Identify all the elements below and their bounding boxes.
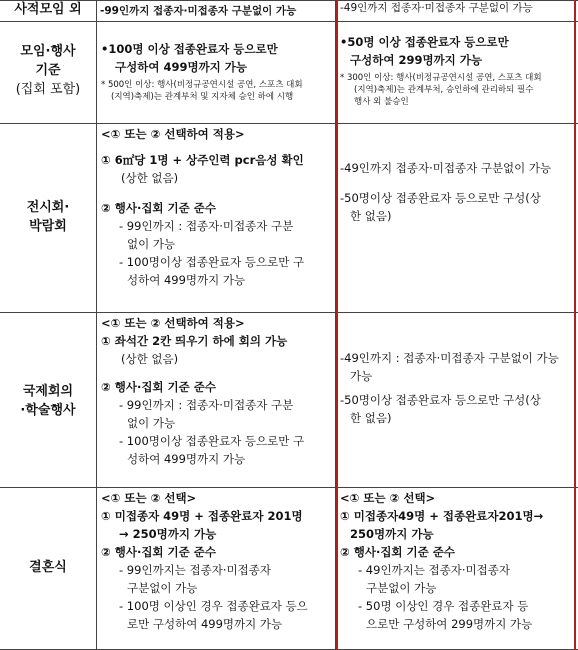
row-label-conference: 국제회의 ·학술행사 [20, 384, 76, 418]
gathering-col1: •100명 이상 접종완료자 등으로만 구성하여 499명까지 가능 * 500인 이상: 행사(비정규공연시설 공연, 스포츠 대회 (지역)축제)는 관계부처 및 지자체 승인 하에 시행 [101, 42, 303, 102]
wedding-col2: <① 또는 ② 선택> ① 미접종자49명 + 접종완료자201명→ 250명까지 가능 ② 행사·집회 기준 준수 - 49인까지는 접종자·미접종자 구분없이 가능 - 50명 이상인 경우 접종완료자 등 으로만 구성하여 299명까지 가능 [340, 491, 544, 631]
row-label-wedding: 결혼식 [29, 560, 67, 575]
grid-line [0, 487, 578, 488]
header-label: 사적모임 외 [14, 2, 82, 17]
conference-col1: <① 또는 ② 선택하여 적용> ① 좌석간 2칸 띄우기 하에 회의 가능 (상한 없음) ② 행사·집회 기준 준수 - 99인까지 : 접종자·미접종자 구분 없이 가능 - 100명이상 접종완료자 등으로만 구 성하여 499명까지 가능 [101, 316, 305, 466]
exhibition-col2: -49인까지 접종자·미접종자 구분없이 가능 -50명이상 접종완료자 등으로만 구성(상 한 없음) [340, 161, 552, 223]
grid-line [0, 123, 578, 124]
header-col1-cell [100, 1, 334, 21]
row-label-exhibition: 전시회· 박람회 [26, 200, 70, 234]
grid-line [96, 0, 97, 650]
header-col2-text: -49인까지 접종자·미접종자 구분없이 가능 [340, 2, 533, 14]
header-label-cell [0, 0, 96, 22]
grid-line [0, 312, 578, 313]
highlight-border-left [336, 0, 338, 650]
conference-col2: -49인까지 : 접종자·미접종자 구분없이 가능 가능 -50명이상 접종완료자 등으로만 구성(상 한 없음) [340, 351, 559, 425]
header-col1-text: -99인까지 접종자·미접종자 구분없이 가능 [100, 5, 297, 17]
wedding-col1: <① 또는 ② 선택> ① 미접종자 49명 + 접종완료자 201명 → 250명까지 가능 ② 행사·집회 기준 준수 - 99인까지는 접종자·미접종자 구분없이 가능 - 100명 이상인 경우 접종완료자 등으 로만 구성하여 499명까지 가능 [101, 491, 308, 631]
row-label-gathering: 모임·행사 기준 (집회 포함) [15, 44, 81, 97]
highlight-border-right [574, 0, 576, 650]
gathering-col2: •50명 이상 접종완료자 등으로만 구성하여 299명까지 가능 * 300인 이상: 행사(비정규공연시설 공연, 스포츠 대회 (지역)축제)는 관계부처, 승인하에 관리하되 필수 행사 외 불승인 [340, 35, 542, 107]
exhibition-col1: <① 또는 ② 선택하여 적용> ① 6㎡당 1명 + 상주인력 pcr음성 확인 (상한 없음) ② 행사·집회 기준 준수 - 99인까지 : 접종자·미접종자 구분 없이 가능 - 100명이상 접종완료자 등으로만 구 성하여 499명까지 가능 [101, 127, 305, 287]
header-col2-cell [340, 1, 573, 21]
